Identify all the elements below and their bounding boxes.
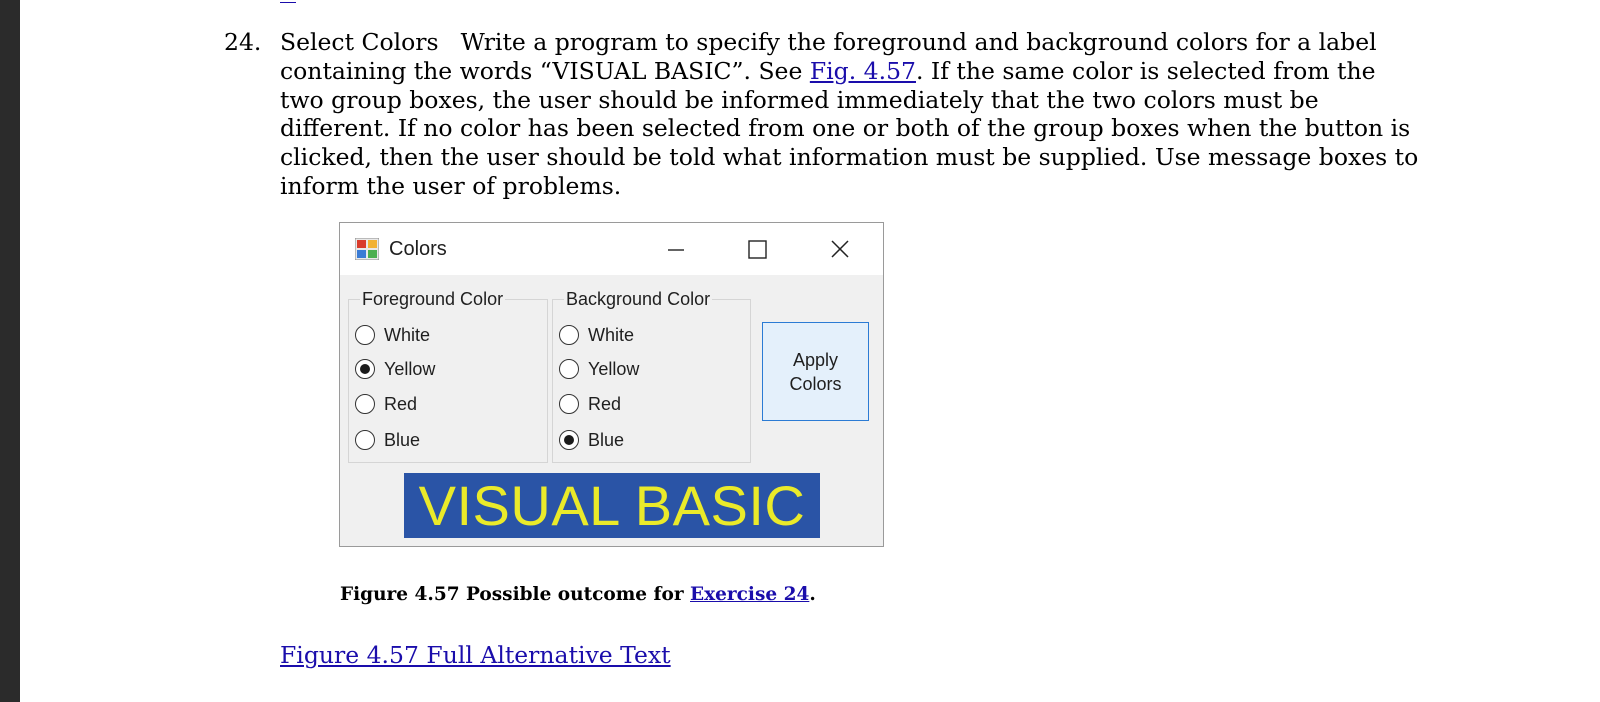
figure-link[interactable]: Fig. 4.57 — [809, 56, 916, 85]
fg-radio-yellow[interactable] — [355, 356, 435, 382]
bg-radio-blue[interactable] — [559, 427, 624, 453]
radio-label: White — [588, 324, 635, 345]
radio-circle-selected[interactable] — [355, 359, 375, 379]
colors-window — [339, 222, 884, 547]
caption-suffix: . — [809, 584, 816, 605]
apply-colors-button[interactable]: Apply Colors — [762, 322, 869, 421]
radio-label: Yellow — [384, 358, 436, 379]
radio-label: Yellow — [588, 358, 640, 379]
clipped-link-fragment — [280, 0, 296, 3]
window-titlebar — [340, 223, 883, 275]
caption-prefix: Figure 4.57 Possible outcome for — [340, 584, 691, 605]
foreground-color-legend: Foreground Color — [362, 289, 504, 309]
radio-label: Red — [384, 393, 418, 414]
exercise-title: Select Colors — [280, 28, 439, 56]
close-icon[interactable] — [820, 233, 860, 265]
radio-circle[interactable] — [559, 325, 579, 345]
fg-radio-red[interactable] — [355, 391, 417, 417]
exercise-24-link[interactable]: Exercise 24 — [690, 584, 810, 605]
visual-basic-label: VISUAL BASIC — [404, 473, 820, 538]
background-color-legend: Background Color — [566, 289, 711, 309]
radio-label: Red — [588, 393, 622, 414]
left-sidebar-bar — [0, 0, 20, 702]
radio-circle[interactable] — [559, 394, 579, 414]
radio-label: Blue — [588, 429, 625, 450]
maximize-icon[interactable] — [738, 233, 778, 265]
radio-label: White — [384, 324, 431, 345]
exercise-text-part2: . If the same color is selected from the two group boxes, the user should be informed immediately that the two colors must be different. If no color has been selected from one or both of the group boxes when the button is clicked, then the user should be told what information must be supplied. Use message boxes to inform the user of problems. — [280, 56, 1419, 200]
windows-form-icon — [355, 238, 379, 260]
bg-radio-red[interactable] — [559, 391, 621, 417]
radio-label: Blue — [384, 429, 421, 450]
fg-radio-blue[interactable] — [355, 427, 420, 453]
radio-circle[interactable] — [559, 359, 579, 379]
exercise-body — [280, 28, 1424, 201]
radio-circle[interactable] — [355, 394, 375, 414]
figure-caption — [340, 584, 816, 605]
bg-radio-white[interactable] — [559, 322, 634, 348]
exercise-text-part1: Write a program to specify the foreground and background colors for a label containing the words “VISUAL BASIC”. See — [280, 28, 1377, 85]
radio-circle[interactable] — [355, 430, 375, 450]
window-title: Colors — [389, 238, 447, 260]
exercise-24 — [224, 28, 1424, 201]
minimize-icon[interactable] — [656, 233, 696, 265]
bg-radio-yellow[interactable] — [559, 356, 639, 382]
foreground-color-group — [348, 289, 548, 463]
radio-circle-selected[interactable] — [559, 430, 579, 450]
radio-circle[interactable] — [355, 325, 375, 345]
background-color-group — [552, 289, 751, 463]
fg-radio-white[interactable] — [355, 322, 430, 348]
exercise-number: 24. — [224, 28, 262, 56]
full-alternative-text-link[interactable]: Figure 4.57 Full Alternative Text — [280, 641, 671, 669]
